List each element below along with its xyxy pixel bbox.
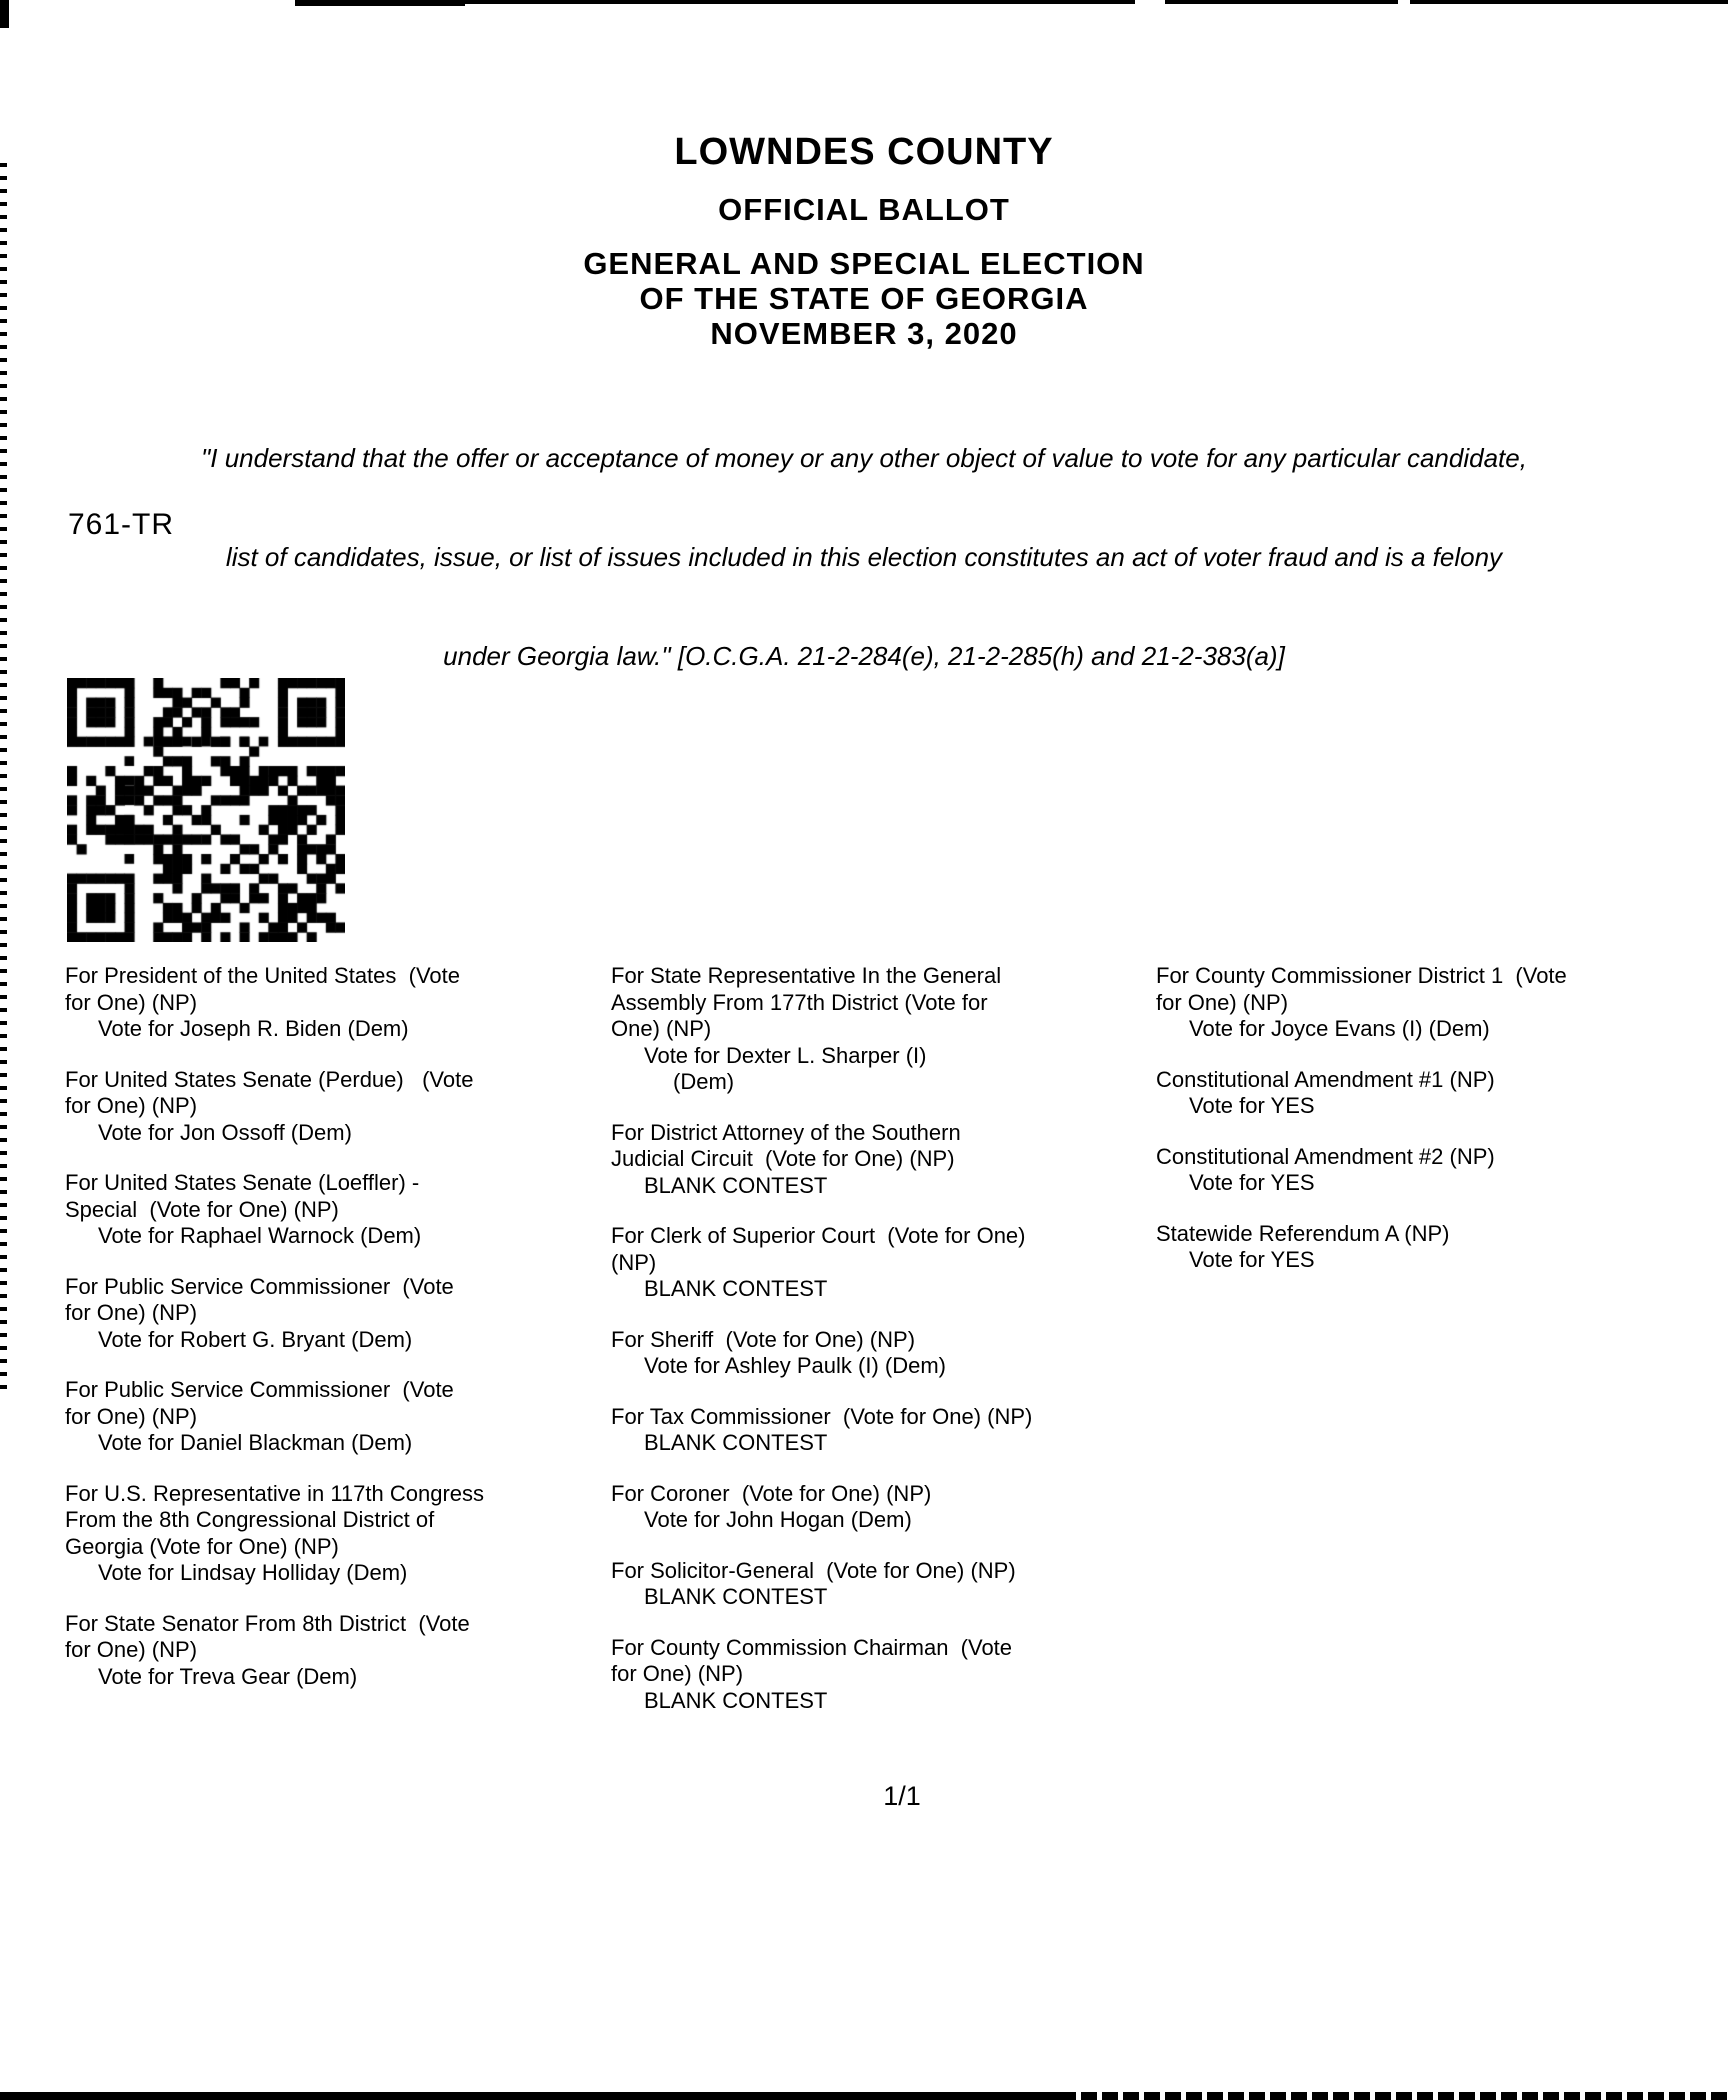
- contest-title-line: Constitutional Amendment #2 (NP): [1156, 1143, 1495, 1169]
- contest: [65, 1170, 610, 1250]
- contest: [611, 1558, 1156, 1611]
- scan-bottom-bar-dashed: [1060, 2092, 1728, 2100]
- scan-bottom-bar: [0, 2092, 1060, 2100]
- contest-choice-line: Vote for YES: [1189, 1170, 1315, 1195]
- fraud-disclaimer-line: "I understand that the offer or acceptance of money or any other object of value to vote for any particular candidate,: [201, 443, 1527, 473]
- contest-choice-line: Vote for John Hogan (Dem): [644, 1507, 912, 1532]
- contest-choice-line: BLANK CONTEST: [644, 1687, 828, 1713]
- contest-title-line: for One) (NP): [65, 1093, 198, 1118]
- contest-choice-line: BLANK CONTEST: [644, 1172, 828, 1198]
- contest: [65, 1377, 610, 1457]
- contest: [65, 963, 610, 1043]
- contest-choice-line: Vote for Treva Gear (Dem): [98, 1663, 358, 1689]
- ballot-column-2: [611, 963, 1156, 1738]
- contest-title-line: From the 8th Congressional District of: [65, 1507, 435, 1532]
- contest: [1156, 1067, 1728, 1120]
- contest: [611, 1481, 1156, 1534]
- ballot-column-3: [1156, 963, 1728, 1298]
- ballot-column-1: [65, 963, 610, 1714]
- scan-corner-mark: [0, 0, 9, 28]
- contest-title-line: Assembly From 177th District (Vote for: [611, 989, 988, 1015]
- contest: [611, 1327, 1156, 1380]
- contest-title-line: For United States Senate (Perdue) (Vote: [65, 1066, 474, 1092]
- contest-choice-line: Vote for Jon Ossoff (Dem): [98, 1119, 352, 1145]
- contest-choice-line: Vote for Joyce Evans (I) (Dem): [1189, 1016, 1490, 1041]
- contest-title-line: For State Senator From 8th District (Vote: [65, 1610, 470, 1636]
- ballot-style-code: 761-TR: [68, 508, 175, 541]
- page-number: 1/1: [883, 1781, 921, 1811]
- contest: [1156, 1221, 1728, 1274]
- contest-choice-line: Vote for Raphael Warnock (Dem): [98, 1223, 422, 1248]
- contest-title-line: For District Attorney of the Southern: [611, 1119, 961, 1145]
- contest-choice-line: Vote for Dexter L. Sharper (I): [644, 1042, 927, 1068]
- contest-title-line: For Solicitor-General (Vote for One) (NP): [611, 1557, 1016, 1583]
- contest: [65, 1274, 610, 1354]
- contest: [1156, 1144, 1728, 1197]
- contest-title-line: for One) (NP): [65, 1403, 198, 1429]
- contest: [65, 1067, 610, 1147]
- contest-title-line: (NP): [611, 1249, 657, 1275]
- contest-title-line: for One) (NP): [65, 989, 198, 1015]
- contest: [611, 1635, 1156, 1715]
- contest-title-line: One) (NP): [611, 1016, 712, 1041]
- contest-title-line: for One) (NP): [611, 1661, 744, 1686]
- contest-title-line: Statewide Referendum A (NP): [1156, 1220, 1450, 1246]
- contest-choice-line: Vote for Lindsay Holliday (Dem): [98, 1560, 408, 1585]
- contest-choice-line: BLANK CONTEST: [644, 1430, 828, 1455]
- contest-choice-line: BLANK CONTEST: [644, 1584, 828, 1609]
- contest-title-line: for One) (NP): [65, 1637, 198, 1662]
- qr-code: [67, 678, 345, 942]
- scan-top-edge-line-thick: [295, 0, 465, 6]
- county-title: LOWNDES COUNTY: [674, 131, 1054, 173]
- contest-title-line: For Coroner (Vote for One) (NP): [611, 1480, 932, 1506]
- contest-title-line: Judicial Circuit (Vote for One) (NP): [611, 1146, 955, 1171]
- contest-title-line: For Public Service Commissioner (Vote: [65, 1273, 454, 1299]
- contest-title-line: For Clerk of Superior Court (Vote for One): [611, 1223, 1026, 1248]
- contest: [65, 1481, 610, 1587]
- election-title-line: OF THE STATE OF GEORGIA: [639, 281, 1089, 316]
- contest-title-line: For Sheriff (Vote for One) (NP): [611, 1326, 916, 1352]
- contest-choice-line: BLANK CONTEST: [644, 1276, 828, 1301]
- scan-top-edge-line: [295, 0, 1728, 4]
- election-title-line: GENERAL AND SPECIAL ELECTION: [583, 246, 1145, 281]
- contest-choice-line: Vote for Daniel Blackman (Dem): [98, 1430, 413, 1455]
- contest-title-line: for One) (NP): [65, 1300, 198, 1325]
- scan-top-edge-gap: [1398, 0, 1410, 6]
- election-title-line: NOVEMBER 3, 2020: [710, 316, 1018, 351]
- contest: [611, 1223, 1156, 1303]
- contest-choice-line: (Dem): [673, 1069, 735, 1094]
- contest-title-line: For U.S. Representative in 117th Congress: [65, 1480, 485, 1506]
- contest: [1156, 963, 1728, 1043]
- contest-title-line: Special (Vote for One) (NP): [65, 1196, 339, 1222]
- contest: [65, 1611, 610, 1691]
- contest-title-line: For Public Service Commissioner (Vote: [65, 1377, 454, 1402]
- contest: [611, 1120, 1156, 1200]
- contest-choice-line: Vote for YES: [1189, 1093, 1315, 1118]
- contest-choice-line: Vote for Robert G. Bryant (Dem): [98, 1326, 413, 1352]
- contest: [611, 963, 1156, 1096]
- scan-top-edge-gap: [1135, 0, 1165, 6]
- contest-choice-line: Vote for Joseph R. Biden (Dem): [98, 1016, 409, 1041]
- contest-title-line: Georgia (Vote for One) (NP): [65, 1533, 339, 1559]
- contest-choice-line: Vote for Ashley Paulk (I) (Dem): [644, 1353, 946, 1378]
- contest-title-line: for One) (NP): [1156, 989, 1289, 1015]
- contest-choice-line: Vote for YES: [1189, 1247, 1315, 1272]
- contest-title-line: For State Representative In the General: [611, 963, 1002, 988]
- ballot-type-title: OFFICIAL BALLOT: [718, 192, 1010, 227]
- contest-title-line: Constitutional Amendment #1 (NP): [1156, 1066, 1495, 1092]
- contest-title-line: For President of the United States (Vote: [65, 963, 460, 988]
- contest-title-line: For County Commission Chairman (Vote: [611, 1634, 1013, 1660]
- contest-title-line: For United States Senate (Loeffler) -: [65, 1170, 420, 1195]
- contest: [611, 1404, 1156, 1457]
- contest-title-line: For Tax Commissioner (Vote for One) (NP): [611, 1403, 1033, 1429]
- fraud-disclaimer-line: list of candidates, issue, or list of issues included in this election constitutes an act of voter fraud and is a felony: [225, 542, 1503, 572]
- contest-title-line: For County Commissioner District 1 (Vote: [1156, 963, 1567, 988]
- fraud-disclaimer-line: under Georgia law." [O.C.G.A. 21-2-284(e), 21-2-285(h) and 21-2-383(a)]: [443, 641, 1285, 671]
- election-title: [0, 246, 1728, 351]
